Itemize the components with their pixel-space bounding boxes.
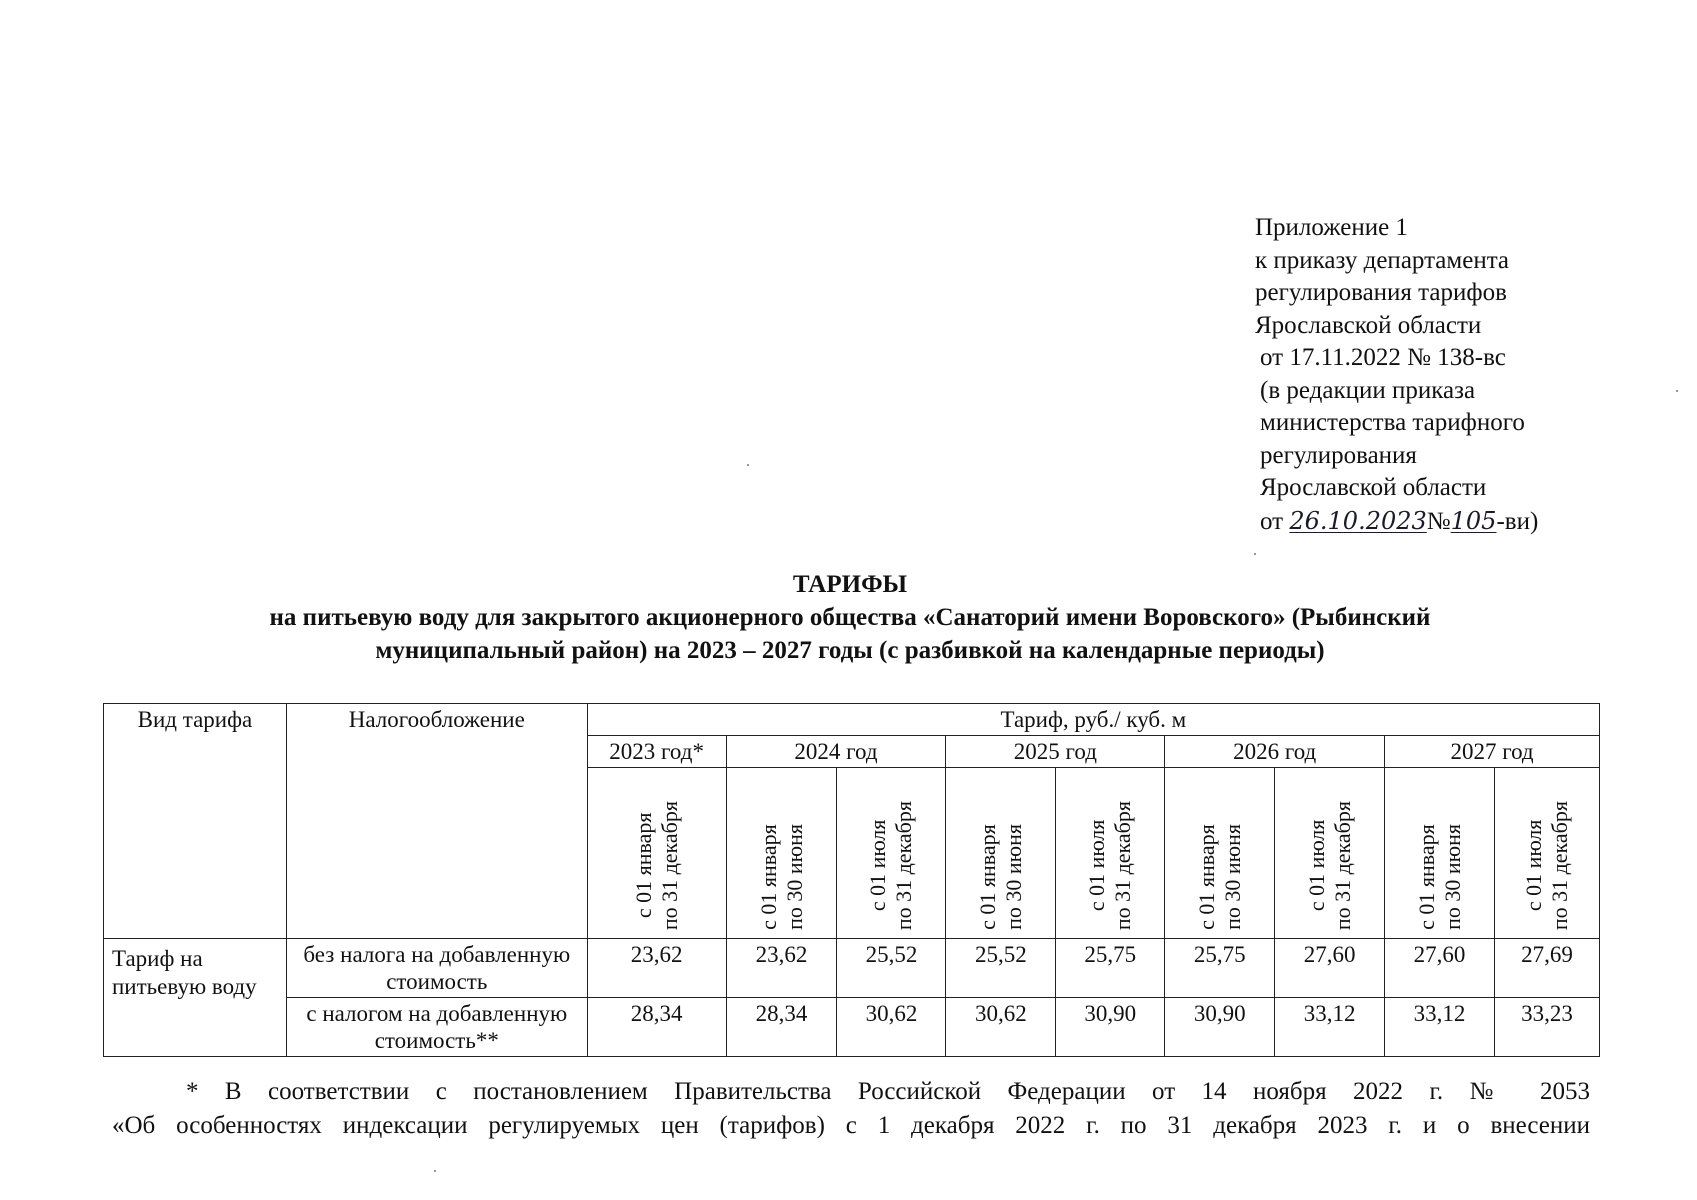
period-end: по 31 декабря (1110, 800, 1136, 930)
title-subtitle-line: на питьевую воду для закрытого акционерного общества «Санаторий имени Воровского» (Рыбинский (269, 604, 1431, 631)
table-row (104, 939, 1600, 998)
year-header: 2024 год (726, 736, 946, 768)
period-start: с 01 июля (1084, 819, 1110, 912)
period-start: с 01 января (974, 824, 1000, 930)
period-start: с 01 июля (1303, 819, 1329, 912)
handwritten-date: 26.10.2023 (1289, 506, 1427, 535)
value-cell: 25,52 (946, 939, 1056, 998)
period-start: с 01 июля (1521, 819, 1546, 912)
appendix-line: Ярославской области (1255, 311, 1482, 339)
appendix-from-label: от (1260, 507, 1284, 535)
period-header (1385, 768, 1495, 939)
value-cell: 27,60 (1275, 939, 1385, 998)
taxation-cell: с налогом на добавленную стоимость** (286, 998, 587, 1057)
year-header: 2023 год* (587, 736, 726, 768)
title-heading: ТАРИФЫ (792, 571, 908, 598)
appendix-line: (в редакции приказа (1260, 376, 1476, 404)
footnote-line: * В соответствии с постановлением Правительства Российской Федерации от 14 ноября 2022 г. № 2053 (186, 1078, 1590, 1105)
appendix-line: Приложение 1 (1255, 214, 1408, 241)
value-cell: 30,62 (946, 998, 1056, 1057)
value-cell: 30,90 (1165, 998, 1275, 1057)
footnote (112, 1075, 1590, 1143)
order-suffix: -ви) (1496, 507, 1539, 535)
period-start: с 01 января (755, 824, 781, 930)
value-cell: 33,12 (1385, 998, 1495, 1057)
value-cell: 25,75 (1165, 939, 1275, 998)
scan-speck (747, 464, 749, 466)
header-row (104, 704, 1600, 736)
period-end: по 30 июня (781, 824, 807, 930)
value-cell: 33,12 (1275, 998, 1385, 1057)
document-title (110, 568, 1590, 667)
year-header: 2025 год (946, 736, 1165, 768)
header-taxation: Налогообложение (286, 704, 587, 939)
period-start: с 01 июля (865, 819, 891, 912)
value-cell: 30,90 (1056, 998, 1165, 1057)
header-tariff-type: Вид тарифа (104, 704, 287, 939)
tariff-type-cell: Тариф на питьевую воду (104, 939, 287, 1057)
taxation-cell: без налога на добавленную стоимость (286, 939, 587, 998)
period-end: по 31 декабря (891, 800, 917, 930)
value-cell: 33,23 (1495, 998, 1600, 1057)
period-end: по 30 июня (1439, 824, 1465, 930)
value-cell: 23,62 (726, 939, 837, 998)
appendix-line: к приказу департамента (1255, 246, 1510, 274)
scan-speck (434, 1170, 436, 1172)
period-end: по 31 декабря (1547, 800, 1572, 930)
period-header (1165, 768, 1275, 939)
period-end: по 30 июня (1219, 824, 1245, 930)
value-cell: 27,60 (1385, 939, 1495, 998)
value-cell: 27,69 (1495, 939, 1600, 998)
appendix-line: регулирования тарифов (1255, 279, 1507, 306)
year-header: 2026 год (1165, 736, 1385, 768)
period-header (587, 768, 726, 939)
value-cell: 30,62 (837, 998, 946, 1057)
period-end: по 31 декабря (656, 800, 682, 930)
number-sign: № (1426, 507, 1451, 535)
period-start: с 01 января (1413, 824, 1439, 930)
value-cell: 25,75 (1056, 939, 1165, 998)
period-start: с 01 января (1193, 824, 1219, 930)
value-cell: 25,52 (837, 939, 946, 998)
appendix-order-line (1255, 505, 1538, 539)
period-end: по 31 декабря (1329, 800, 1355, 930)
appendix-block (1255, 212, 1538, 538)
scan-speck (1254, 553, 1256, 555)
period-header (726, 768, 837, 939)
period-header (1056, 768, 1165, 939)
appendix-line: Ярославской области (1260, 474, 1487, 501)
period-header (837, 768, 946, 939)
title-subtitle-line: муниципальный район) на 2023 – 2027 годы (с разбивкой на календарные периоды) (375, 637, 1325, 664)
period-header (1495, 768, 1600, 939)
appendix-line: министерства тарифного (1260, 409, 1525, 436)
period-start: с 01 января (630, 812, 656, 919)
header-tariff-unit: Тариф, руб./ куб. м (587, 704, 1599, 736)
period-header (1275, 768, 1385, 939)
scan-speck (1676, 390, 1678, 392)
tariff-table (103, 703, 1600, 1057)
value-cell: 28,34 (726, 998, 837, 1057)
appendix-line: регулирования (1260, 441, 1417, 469)
footnote-line: «Об особенностях индексации регулируемых цен (тарифов) с 1 декабря 2022 г. по 31 декабря 2023 г. и о внесении (112, 1112, 1590, 1139)
period-end: по 30 июня (1000, 824, 1026, 930)
handwritten-number: 105 (1450, 506, 1497, 535)
year-header: 2027 год (1385, 736, 1600, 768)
value-cell: 28,34 (587, 998, 726, 1057)
table-row (104, 998, 1600, 1057)
period-header (946, 768, 1056, 939)
appendix-line: от 17.11.2022 № 138-вс (1260, 344, 1506, 371)
value-cell: 23,62 (587, 939, 726, 998)
